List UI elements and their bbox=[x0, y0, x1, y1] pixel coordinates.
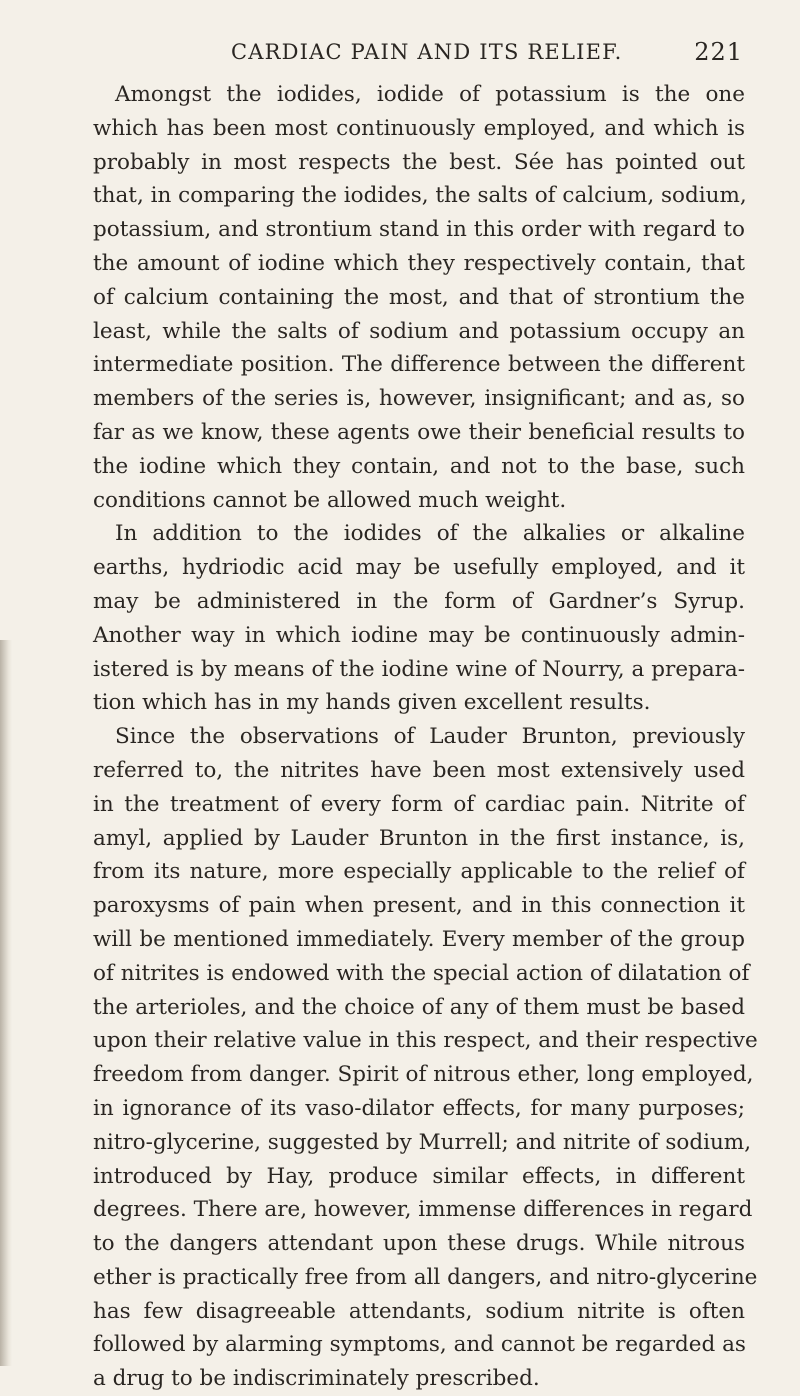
text-line: the arterioles, and the choice of any of them must be based bbox=[93, 994, 745, 1020]
text-line: in ignorance of its vaso-dilator effects, for many purposes; bbox=[93, 1095, 745, 1121]
page-number: 221 bbox=[694, 38, 743, 66]
text-line: followed by alarming symptoms, and cannot be regarded as bbox=[93, 1332, 746, 1358]
page-edge-shadow bbox=[0, 640, 12, 1366]
text-line: in the treatment of every form of cardiac pain. Nitrite of bbox=[93, 791, 745, 817]
text-line: nitro-glycerine, suggested by Murrell; and nitrite of sodium, bbox=[93, 1129, 752, 1155]
text-line: has few disagreeable attendants, sodium nitrite is often bbox=[93, 1298, 745, 1324]
running-header bbox=[93, 40, 743, 74]
text-line: introduced by Hay, produce similar effects, in different bbox=[93, 1163, 745, 1189]
text-line: tion which has in my hands given excellent results. bbox=[93, 690, 651, 716]
text-line: that, in comparing the iodides, the salts of calcium, sodium, bbox=[93, 183, 747, 209]
text-line: intermediate position. The difference between the different bbox=[93, 352, 745, 378]
text-line: far as we know, these agents owe their beneficial results to bbox=[93, 419, 745, 445]
text-line: members of the series is, however, insignificant; and as, so bbox=[93, 386, 745, 412]
text-line: of nitrites is endowed with the special action of dilatation of bbox=[93, 960, 750, 986]
text-line: degrees. There are, however, immense differences in regard bbox=[93, 1197, 753, 1223]
text-line: paroxysms of pain when present, and in this connection it bbox=[93, 893, 745, 919]
text-line: will be mentioned immediately. Every member of the group bbox=[93, 926, 745, 952]
text-line: potassium, and strontium stand in this order with regard to bbox=[93, 217, 745, 243]
text-line: earths, hydriodic acid may be usefully employed, and it bbox=[93, 555, 745, 581]
text-line: to the dangers attendant upon these drugs. While nitrous bbox=[93, 1231, 745, 1257]
text-line: least, while the salts of sodium and potassium occupy an bbox=[93, 318, 745, 344]
text-line: Another way in which iodine may be continuously admin- bbox=[93, 622, 745, 648]
text-line: In addition to the iodides of the alkalies or alkaline bbox=[115, 521, 745, 547]
text-line: amyl, applied by Lauder Brunton in the first instance, is, bbox=[93, 825, 745, 851]
text-line: may be administered in the form of Gardner’s Syrup. bbox=[93, 588, 745, 614]
text-line: the amount of iodine which they respectively contain, that bbox=[93, 250, 745, 276]
text-line: istered is by means of the iodine wine of Nourry, a prepara- bbox=[93, 656, 745, 682]
text-line: conditions cannot be allowed much weight. bbox=[93, 487, 567, 513]
running-title: CARDIAC PAIN AND ITS RELIEF. bbox=[231, 40, 623, 64]
text-line: referred to, the nitrites have been most extensively used bbox=[93, 757, 745, 783]
text-line: of calcium containing the most, and that of strontium the bbox=[93, 284, 745, 310]
text-line: upon their relative value in this respect, and their respective bbox=[93, 1028, 758, 1054]
text-line: a drug to be indiscriminately prescribed. bbox=[93, 1366, 540, 1392]
text-line: the iodine which they contain, and not to the base, such bbox=[93, 453, 745, 479]
text-line: probably in most respects the best. Sée has pointed out bbox=[93, 149, 745, 175]
text-line: from its nature, more especially applicable to the relief of bbox=[93, 859, 745, 885]
text-line: freedom from danger. Spirit of nitrous ether, long employed, bbox=[93, 1062, 754, 1088]
text-line: which has been most continuously employed, and which is bbox=[93, 115, 745, 141]
text-line: Since the observations of Lauder Brunton, previously bbox=[115, 724, 745, 750]
text-line: Amongst the iodides, iodide of potassium is the one bbox=[115, 82, 745, 107]
body-text bbox=[93, 78, 758, 1396]
text-line: ether is practically free from all dangers, and nitro-glycerine bbox=[93, 1264, 758, 1290]
